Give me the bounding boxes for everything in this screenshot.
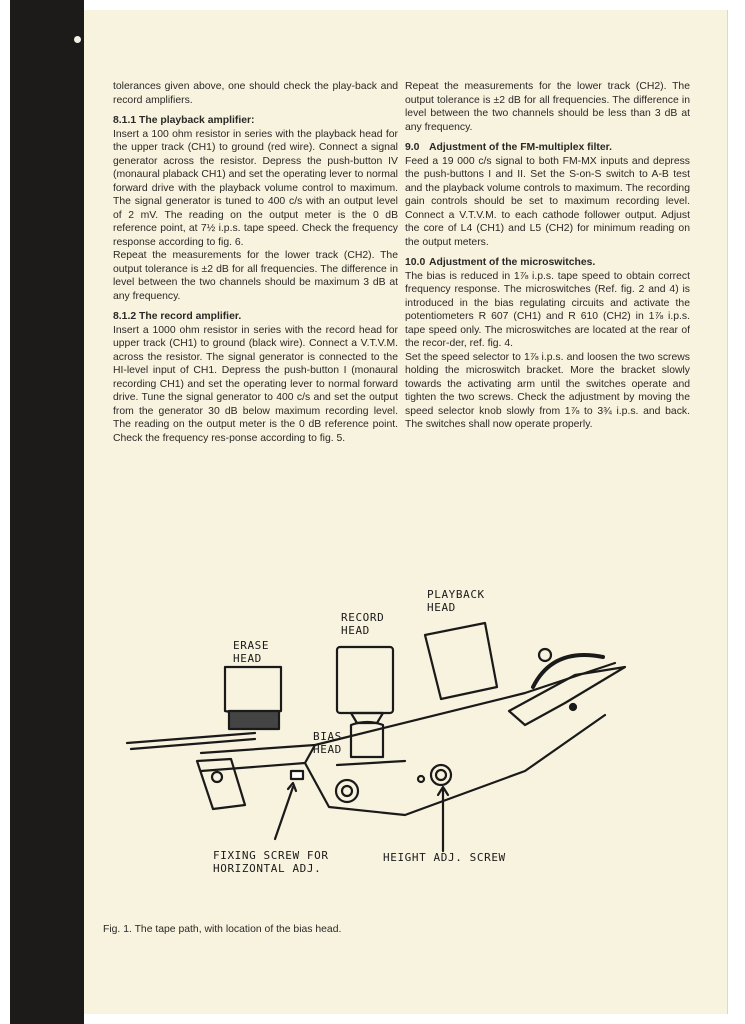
fixing-screw-arrow xyxy=(275,787,293,839)
section-8-1-1-text: Insert a 100 ohm resistor in series with the playback head for the upper track (CH1) to ground (red wire). Connect a signal generator across the resistor. Depress the push-button IV (monaural plaback CH1) and set the operating lever to normal forward drive with the playback volume control to maximum. The signal generator is tuned to 400 c/s with an output level of 2 mV. The reading on the output meter is the 0 dB reference point, at 7½ i.p.s. tape speed. Check the frequency response according to fig. 6. xyxy=(113,128,398,248)
binding-spine xyxy=(10,0,84,1024)
figure-caption: Fig. 1. The tape path, with location of the bias head. xyxy=(103,924,342,935)
erase-head-base xyxy=(229,711,279,729)
small-screw xyxy=(418,776,424,782)
section-10-0-text: The bias is reduced in 1⅞ i.p.s. tape speed to obtain correct frequency response. The microswitches (Ref. fig. 2 and 4) is introduced in the bias regulating circuits and activate the potentiometers R 607 (CH1) and R 610 (CH2) in 1⅞ i.p.s. tape speed only. The microswitches are located at the rear of the recor-der, ref. fig. 4. xyxy=(405,270,690,349)
section-9-0-text: Feed a 19 000 c/s signal to both FM-MX inputs and depress the push-buttons I and II. Set the S-on-S switch to A-B test and the playback volume controls to maximum. The recording gain controls should be set to maximum recording level. Connect a V.T.V.M. to each cathode follower output. Adjust the core of L4 (CH1) and L5 (CH2) for minimum reading on the output meters. xyxy=(405,155,690,248)
height-screw-label: HEIGHT ADJ. SCREW xyxy=(383,851,506,864)
tape-path-figure xyxy=(105,575,645,885)
right-column xyxy=(405,80,690,432)
section-10-0-text-2: Set the speed selector to 1⅞ i.p.s. and loosen the two screws holding the microswitch bracket. More the bracket slowly towards the activating arm until the switches operate and tighten the two screws. Check the adjustment by moving the speed selector knob slowly from 1⅞ to 3¾ i.p.s. and back. The switches shall now operate properly. xyxy=(405,351,690,430)
erase-head-label: ERASE HEAD xyxy=(233,639,270,665)
section-9-0-heading xyxy=(405,141,690,155)
record-head-label: RECORD HEAD xyxy=(341,611,385,637)
section-8-1-1-heading: 8.1.1 The playback amplifier: xyxy=(113,115,255,126)
bias-head-body xyxy=(351,722,383,757)
playback-head-label: PLAYBACK HEAD xyxy=(427,588,485,614)
section-10-0-heading xyxy=(405,256,690,270)
section-8-1-1-text-2: Repeat the measurements for the lower track (CH2). The output tolerance is ±2 dB for all frequencies. The difference in level between the two channels should be maximum 3 dB at any frequency. xyxy=(113,250,398,302)
height-screw-outer xyxy=(431,765,451,785)
lever-pivot xyxy=(570,704,576,710)
height-screw-inner xyxy=(436,770,446,780)
section-10-0-title: Adjustment of the microswitches. xyxy=(429,257,596,268)
section-8-1-2-heading: 8.1.2 The record amplifier. xyxy=(113,311,242,322)
section-8-1-2-text: Insert a 1000 ohm resistor in series with the record head for upper track (CH1) to ground (black wire). Connect a V.T.V.M. across the resistor. The signal generator is connected to the HI-level input of CH1. Depress the push-button I (monaural recording CH1) and set the operating lever to normal forward drive. Tune the signal generator to 400 c/s and set the output from the generator 30 dB below maximum recording level. The reading on the output meter is the 0 dB reference point. Check the frequency res-ponse according to fig. 5. xyxy=(113,324,398,444)
fixing-screw-head xyxy=(291,771,303,779)
playback-head-body xyxy=(425,623,497,699)
roller-inner xyxy=(342,786,352,796)
selector-knob xyxy=(539,649,551,661)
erase-lever-hole xyxy=(212,772,222,782)
section-9-0-number: 9.0 xyxy=(405,142,420,153)
record-head-body xyxy=(337,647,393,713)
section-10-0-number: 10.0 xyxy=(405,257,426,268)
roller-outer xyxy=(336,780,358,802)
right-intro-paragraph: Repeat the measurements for the lower track (CH2). The output tolerance is ±2 dB for all frequencies. The difference in level between the two channels should be less than 3 dB at any frequency. xyxy=(405,81,690,133)
lever-arm xyxy=(509,667,625,725)
erase-lever-block xyxy=(197,759,245,809)
screw-rail xyxy=(337,761,405,765)
bias-head-label: BIAS HEAD xyxy=(313,730,342,756)
fixing-screw-label: FIXING SCREW FOR HORIZONTAL ADJ. xyxy=(213,849,329,875)
left-intro-paragraph: tolerances given above, one should check the play-back and record amplifiers. xyxy=(113,81,398,106)
punch-hole xyxy=(74,36,81,43)
left-column xyxy=(113,80,398,445)
base-plate-top-edge xyxy=(201,663,615,753)
erase-head-body xyxy=(225,667,281,714)
section-9-0-title: Adjustment of the FM-multiplex filter. xyxy=(429,142,612,153)
